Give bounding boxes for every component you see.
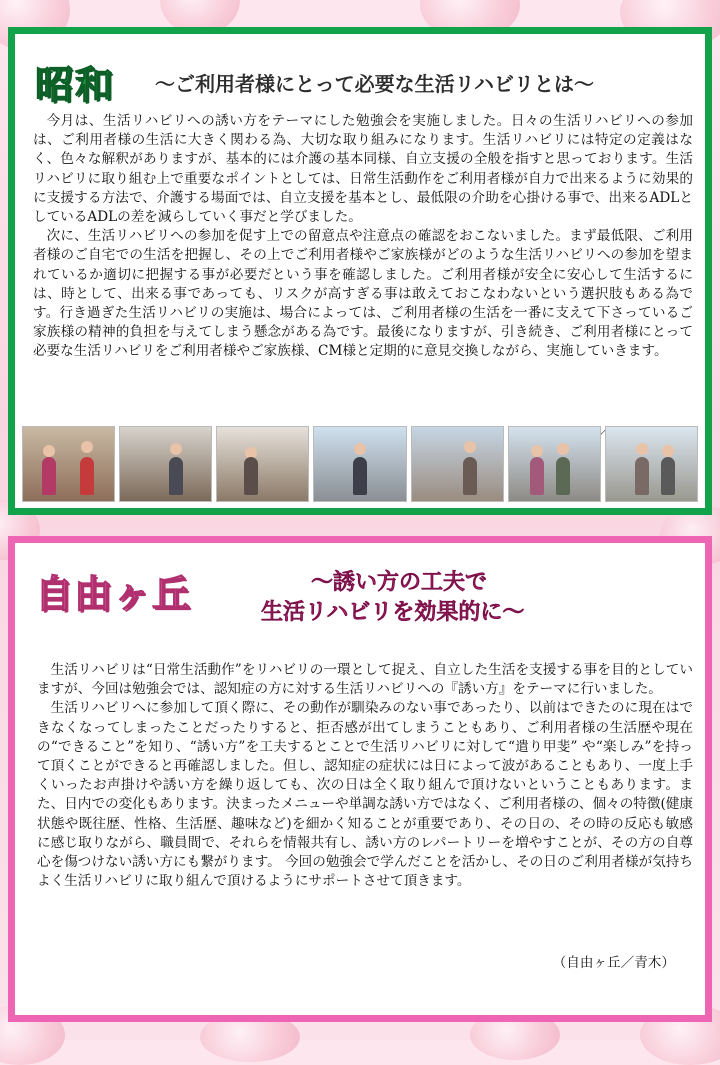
paragraph: 今月は、生活リハビリへの誘い方をテーマにした勉強会を実施しました。日々の生活リハビリへの参加は、ご利用者様の生活に大きく関わる為、大切な取り組みになります。生活リハビリには特定の定義はなく、色々な解釈がありますが、基本的には介護の基本同様、自立支援の全般を指すと思っております。生活リハビリに取り組む上で重要なポイントとしては、日常生活動作をご利用者様が自力で出来るように効果的に支援する方法で、介護する場面では、自立支援を基本とし、最低限の介助を心掛ける事で、出来るADLとしているADLの差を減らしていく事だと学びました。 [33, 113, 693, 226]
paragraph: 生活リハビリへに参加して頂く際に、その動作が馴染みのない事であったり、以前はできたのに現在はできなくなってしまったことだったりすると、拒否感が出てしまうこともあり、ご利用者様の生活歴や現在の“できること”を知り、“誘い方”を工夫するとことで生活リハビリに対して“遣り甲斐” や“楽しみ”を持って頂くことができると再確認しました。但し、認知症の症状には日によって波があることもあり、一度上手くいったお声掛けや誘い方を繰り返しても、次の日は全く取り組んで頂けないということもあります。また、日内での変化もあります。決まったメニューや単調な誘い方ではなく、ご利用者様の、個々の特徴(健康状態や既往歴、性格、生活歴、趣味など)を細かく知ることが重要であり、その日の、その時の反応も敏感に感じ取りながら、職員間で、それらを情報共有し、誘い方のレパートリーを増やすことが、その方の自尊心を傷つけない誘い方にも繋がります。 今回の勉強会で学んだことを活かし、その日のご利用者様が気持ちよく生活リハビリに取り組んで頂けるようにサポートさせて頂きます。 [37, 700, 693, 890]
paragraph: 生活リハビリは“日常生活動作”をリハビリの一環として捉え、自立した生活を支援する事を目的としていますが、今回は勉強会では、認知症の方に対する生活リハビリへの『誘い方』をテーマに行いました。 [37, 662, 693, 698]
section-subtitle-line1: ～誘い方の工夫で [311, 569, 488, 595]
photo-strip [22, 426, 698, 504]
section-body [37, 661, 693, 891]
section-showa [8, 27, 712, 515]
section-subtitle-line2: 生活リハビリを効果的に～ [261, 599, 525, 625]
section-jiyugaoka [8, 536, 712, 1022]
section-subtitle: ～ご利用者様にとって必要な生活リハビリとは～ [155, 72, 594, 96]
paragraph: 次に、生活リハビリへの参加を促す上での留意点や注意点の確認をおこないました。まず最低限、ご利用者様のご自宅での生活を把握し、その上でご利用者様やご家族様がどのような生活リハビリへの参加を望まれているか適切に把握する事が必要だという事を確認しました。ご利用者様が安全に安心して生活するには、時として、出来る事であっても、リスクが高すぎる事は敢えておこなわないという選択肢もある為です。行き過ぎた生活リハビリの実施は、場合によっては、ご利用者様の生活を一番に支えて下さっているご家族様の精神的負担を与えてしまう懸念がある為です。最後になりますが、引き続き、ご利用者様にとって必要な生活リハビリをご利用者様やご家族様、CM様と定期的に意見交換しながら、実施していきます。 [33, 228, 693, 360]
section-title: 自由ヶ丘 [35, 571, 192, 616]
photo [119, 426, 212, 502]
section-body [33, 112, 693, 362]
photo [22, 426, 115, 502]
photo [313, 426, 406, 502]
section-title: 昭和 [35, 62, 116, 107]
photo [605, 426, 698, 502]
photo [411, 426, 504, 502]
photo [508, 426, 601, 502]
photo [216, 426, 309, 502]
signature: （自由ヶ丘／青木） [552, 955, 675, 971]
